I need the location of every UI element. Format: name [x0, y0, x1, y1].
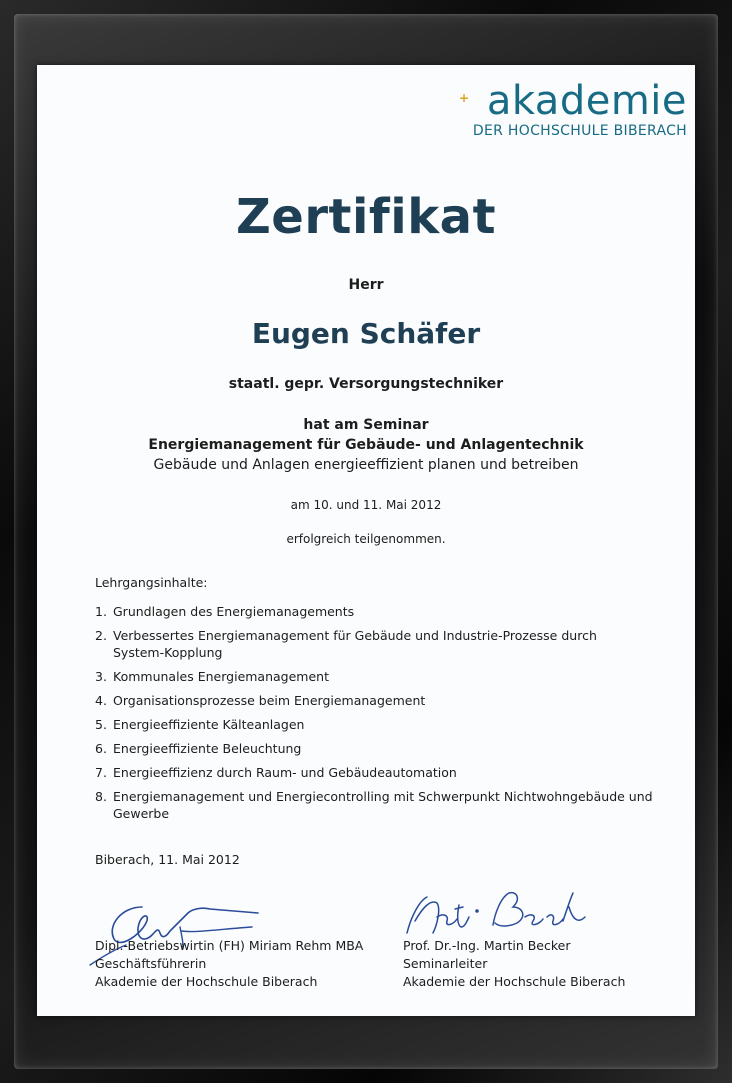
completion-statement: erfolgreich teilgenommen. [286, 532, 446, 546]
list-item-number: 8. [95, 789, 107, 804]
recipient-qualification: staatl. gepr. Versorgungstechniker [228, 376, 504, 392]
signatory-name: Dipl.-Betriebswirtin (FH) Miriam Rehm MBA [95, 938, 364, 953]
place-and-date: Biberach, 11. Mai 2012 [95, 852, 240, 867]
salutation: Herr [348, 277, 384, 293]
list-item-text: Energieeffiziente Kälteanlagen [113, 717, 305, 732]
list-item-text: Energiemanagement und Energiecontrolling mit Schwerpunkt Nichtwohngebäude und Gewerbe [113, 789, 653, 821]
signatory-organization: Akademie der Hochschule Biberach [95, 974, 318, 989]
certificate-title: Zertifikat [235, 189, 497, 245]
recipient-name: Eugen Schäfer [251, 317, 481, 350]
list-item [95, 692, 655, 709]
seminar-intro: hat am Seminar [303, 417, 429, 433]
list-item-text: Verbessertes Energiemanagement für Gebäude und Industrie-Prozesse durch System-Kopplung [113, 628, 597, 660]
certificate-paper [37, 65, 695, 1016]
signatory-organization: Akademie der Hochschule Biberach [403, 974, 626, 989]
list-item [95, 627, 603, 661]
list-item [95, 740, 655, 757]
list-item [95, 603, 655, 620]
list-item-number: 6. [95, 741, 107, 756]
logo-subtitle: DER HOCHSCHULE BIBERACH [472, 123, 687, 139]
signatory-role: Seminarleiter [403, 956, 488, 971]
list-item-text: Kommunales Energiemanagement [113, 669, 329, 684]
signatory-name: Prof. Dr.-Ing. Martin Becker [403, 938, 571, 953]
signatory-right [403, 937, 625, 991]
seminar-dates: am 10. und 11. Mai 2012 [290, 498, 442, 512]
list-item-text: Energieeffizienz durch Raum- und Gebäudeautomation [113, 765, 457, 780]
list-item-text: Energieeffiziente Beleuchtung [113, 741, 302, 756]
list-item-text: Organisationsprozesse beim Energiemanagement [113, 693, 426, 708]
list-item-number: 2. [95, 628, 107, 643]
contents-label: Lehrgangsinhalte: [95, 575, 208, 590]
list-item-number: 4. [95, 693, 107, 708]
list-item-number: 1. [95, 604, 107, 619]
list-item-number: 3. [95, 669, 107, 684]
logo-wordmark: akademie [486, 78, 687, 124]
list-item-number: 5. [95, 717, 107, 732]
list-item-number: 7. [95, 765, 107, 780]
topic-list [95, 603, 655, 829]
list-item [95, 716, 655, 733]
seminar-subtitle: Gebäude und Anlagen energieeffizient planen und betreiben [153, 457, 579, 473]
list-item [95, 764, 655, 781]
list-item [95, 788, 658, 822]
list-item [95, 668, 655, 685]
seminar-title: Energiemanagement für Gebäude- und Anlagentechnik [148, 437, 584, 453]
signatory-role: Geschäftsführerin [95, 956, 207, 971]
logo-plus-icon: + [459, 91, 470, 105]
signatory-left [95, 937, 363, 991]
list-item-text: Grundlagen des Energiemanagements [113, 604, 355, 619]
